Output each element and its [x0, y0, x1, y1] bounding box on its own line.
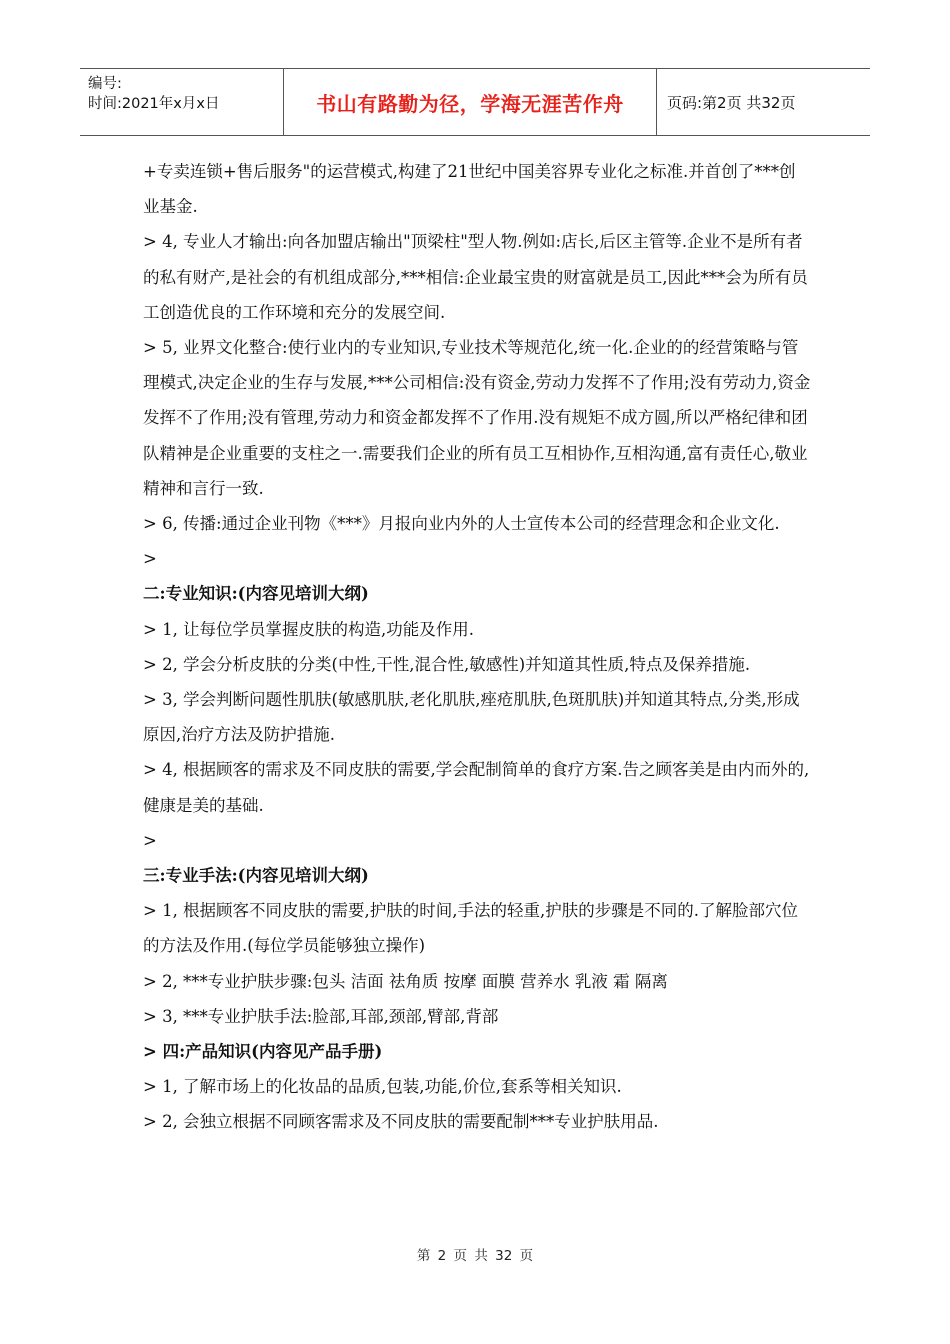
paragraph: > 1, 了解市场上的化妆品的品质,包装,功能,价位,套系等相关知识. [143, 1077, 622, 1097]
page-header [80, 68, 870, 136]
paragraph: > [143, 830, 157, 850]
paragraph: > 5, 业界文化整合:使行业内的专业知识,专业技术等规范化,统一化.企业的的经营策略与管理模式,决定企业的生存与发展,***公司相信:没有资金,劳动力发挥不了作用;没有劳动力,资金发挥不了作用;没有管理,劳动力和资金都发挥不了作用.没有规矩不成方圆,所以严格纪律和团队精神是企业重要的支柱之一.需要我们企业的所有员工互相协作,互相沟通,富有责任心,敬业精神和言行一致. [143, 338, 811, 498]
header-page-info: 页码:第2页 共32页 [667, 93, 796, 112]
date-label: 时间:2021年x月x日 [88, 96, 220, 112]
section-heading: 三:专业手法:(内容见培训大纲) [143, 866, 369, 886]
page-footer: 第 2 页 共 32 页 [416, 1248, 534, 1264]
paragraph: > 2, ***专业护肤步骤:包头 洁面 祛角质 按摩 面膜 营养水 乳液 霜 隔离 [143, 971, 668, 991]
section-heading: > 四:产品知识(内容见产品手册) [143, 1042, 383, 1062]
paragraph: > 3, 学会判断问题性肌肤(敏感肌肤,老化肌肤,痤疮肌肤,色斑肌肤)并知道其特点,分类,形成原因,治疗方法及防护措施. [143, 690, 800, 745]
motto: 书山有路勤为径，学海无涯苦作舟 [284, 69, 657, 135]
paragraph: > 2, 学会分析皮肤的分类(中性,干性,混合性,敏感性)并知道其性质,特点及保养措施. [143, 654, 751, 674]
paragraph: > 2, 会独立根据不同顾客需求及不同皮肤的需要配制***专业护肤用品. [143, 1112, 659, 1132]
paragraph: > 3, ***专业护肤手法:脸部,耳部,颈部,臂部,背部 [143, 1006, 499, 1026]
code-label: 编号: [88, 76, 122, 92]
header-left-cell [80, 69, 284, 135]
paragraph: > 6, 传播:通过企业刊物《***》月报向业内外的人士宣传本公司的经营理念和企业文化. [143, 514, 780, 534]
paragraph: > 4, 专业人才输出:向各加盟店输出"顶梁柱"型人物.例如:店长,后区主管等.企业不是所有者的私有财产,是社会的有机组成部分,***相信:企业最宝贵的财富就是员工,因此***会为所有员工创造优良的工作环境和充分的发展空间. [143, 232, 808, 322]
paragraph: > 1, 让每位学员掌握皮肤的构造,功能及作用. [143, 619, 475, 639]
paragraph: > 4, 根据顾客的需求及不同皮肤的需要,学会配制简单的食疗方案.告之顾客美是由内而外的,健康是美的基础. [143, 760, 810, 815]
document-body [143, 154, 811, 1140]
section-heading: 二:专业知识:(内容见培训大纲) [143, 584, 369, 604]
paragraph: +专卖连锁+售后服务"的运营模式,构建了21世纪中国美容界专业化之标准.并首创了***创业基金. [143, 162, 796, 217]
paragraph: > [143, 549, 157, 569]
paragraph: > 1, 根据顾客不同皮肤的需要,护肤的时间,手法的轻重,护肤的步骤是不同的.了解脸部穴位的方法及作用.(每位学员能够独立操作) [143, 901, 799, 956]
